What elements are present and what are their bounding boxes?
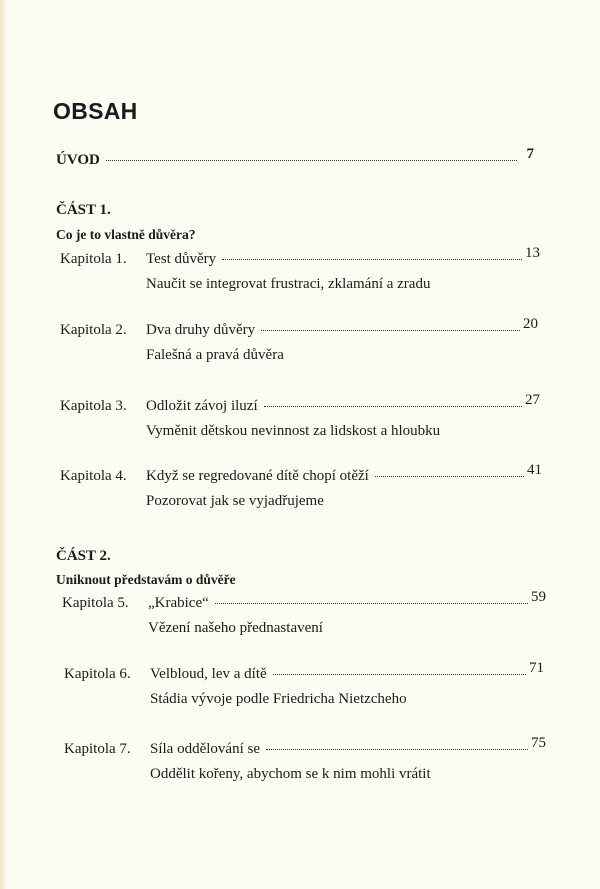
part-1-heading: ČÁST 1.: [56, 202, 111, 218]
page-title: OBSAH: [53, 98, 138, 124]
chapter-title: Odložit závoj iluzí: [146, 398, 258, 414]
chapter-label: Kapitola 2.: [60, 322, 127, 338]
dot-leader: [375, 476, 524, 477]
chapter-page-number: 71: [529, 660, 544, 676]
chapter-label: Kapitola 5.: [62, 595, 129, 611]
chapter-page-number: 59: [531, 589, 546, 605]
dot-leader: [222, 259, 522, 260]
chapter-title: „Krabice“: [148, 595, 209, 611]
dot-leader: [215, 603, 528, 604]
chapter-subtitle: Oddělit kořeny, abychom se k nim mohli vrátit: [150, 766, 431, 782]
chapter-label: Kapitola 1.: [60, 251, 127, 267]
chapter-subtitle: Falešná a pravá důvěra: [146, 347, 284, 363]
chapter-title: Síla oddělování se: [150, 741, 260, 757]
intro-page-number: 7: [526, 146, 534, 162]
chapter-subtitle: Pozorovat jak se vyjadřujeme: [146, 493, 324, 509]
toc-entry-chapter-3[interactable]: [60, 392, 540, 440]
toc-entry-chapter-7[interactable]: [64, 735, 546, 783]
chapter-page-number: 20: [523, 316, 538, 332]
toc-entry-chapter-1[interactable]: [60, 245, 540, 293]
chapter-label: Kapitola 4.: [60, 468, 127, 484]
dot-leader: [106, 160, 517, 161]
chapter-label: Kapitola 7.: [64, 741, 131, 757]
toc-entry-intro[interactable]: [56, 146, 534, 169]
toc-entry-chapter-5[interactable]: [62, 589, 546, 637]
toc-entry-chapter-4[interactable]: [60, 462, 542, 510]
part-2-subtitle: Uniknout představám o důvěře: [56, 572, 236, 587]
toc-entry-chapter-2[interactable]: [60, 316, 538, 364]
dot-leader: [266, 749, 528, 750]
chapter-subtitle: Vyměnit dětskou nevinnost za lidskost a hloubku: [146, 423, 441, 439]
chapter-title: Velbloud, lev a dítě: [150, 666, 267, 682]
chapter-subtitle: Naučit se integrovat frustraci, zklamání a zradu: [146, 276, 431, 292]
intro-label: ÚVOD: [56, 152, 100, 168]
toc-entry-chapter-6[interactable]: [64, 660, 544, 708]
chapter-label: Kapitola 3.: [60, 398, 127, 414]
chapter-page-number: 27: [525, 392, 540, 408]
dot-leader: [264, 406, 522, 407]
chapter-subtitle: Vězení našeho přednastavení: [148, 620, 323, 636]
chapter-page-number: 75: [531, 735, 546, 751]
dot-leader: [273, 674, 526, 675]
part-1-subtitle: Co je to vlastně důvěra?: [56, 227, 196, 242]
dot-leader: [261, 330, 520, 331]
chapter-title: Test důvěry: [146, 251, 217, 267]
chapter-page-number: 41: [527, 462, 542, 478]
chapter-label: Kapitola 6.: [64, 666, 131, 682]
chapter-title: Když se regredované dítě chopí otěží: [146, 468, 369, 484]
chapter-subtitle: Stádia vývoje podle Friedricha Nietzcheho: [150, 691, 407, 707]
chapter-page-number: 13: [525, 245, 540, 261]
part-2-heading: ČÁST 2.: [56, 548, 111, 564]
chapter-title: Dva druhy důvěry: [146, 322, 256, 338]
